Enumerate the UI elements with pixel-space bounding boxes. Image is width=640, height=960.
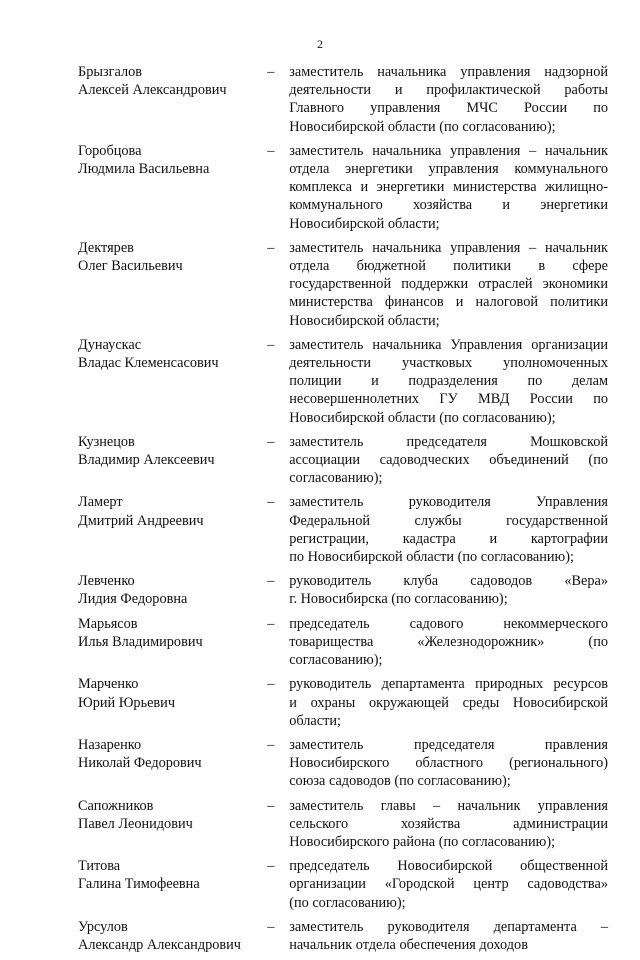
role-line: союза садоводов (по согласованию); (289, 773, 511, 790)
member-entry (78, 493, 608, 566)
member-name (78, 675, 267, 730)
role-line: товарищества «Железнодорожник» (по (289, 633, 608, 650)
member-entry (78, 572, 608, 608)
member-entry (78, 736, 608, 791)
dash-separator: – (267, 142, 275, 159)
member-role (289, 857, 608, 912)
role-line: Новосибирского областного (регионального) (289, 755, 608, 772)
dash-separator: – (267, 494, 275, 511)
role-line: сельского хозяйства администрации (289, 815, 608, 832)
member-name (78, 797, 267, 852)
member-role (289, 797, 608, 852)
role-line: заместитель председателя Мошковской (289, 433, 608, 450)
member-given-names: Александр Александрович (78, 936, 241, 953)
member-given-names: Владас Клеменсасович (78, 355, 219, 372)
role-line: заместитель начальника управления – начальник (289, 142, 608, 159)
member-name (78, 239, 267, 330)
role-line: г. Новосибирска (по согласованию); (289, 591, 508, 608)
role-line: Новосибирского района (по согласованию); (289, 833, 556, 850)
dash-separator: – (267, 736, 275, 753)
role-line: несовершеннолетних ГУ МВД России по (289, 391, 608, 408)
dash-separator: – (267, 336, 275, 353)
member-name (78, 857, 267, 912)
member-entry (78, 142, 608, 233)
member-given-names: Галина Тимофеевна (78, 876, 200, 893)
role-line: Новосибирской области; (289, 312, 440, 329)
member-name (78, 336, 267, 427)
member-role (289, 615, 608, 670)
member-given-names: Дмитрий Андреевич (78, 512, 204, 529)
dash-separator: – (267, 797, 275, 814)
member-entry (78, 797, 608, 852)
role-line: согласованию); (289, 652, 383, 669)
role-line: заместитель начальника управления надзорной (289, 64, 608, 80)
member-entry (78, 918, 608, 954)
dash-separator: – (267, 676, 275, 693)
dash-separator: – (267, 858, 275, 875)
role-line: полиции и подразделения по делам (289, 373, 608, 390)
member-surname: Титова (78, 858, 121, 875)
member-role (289, 493, 608, 566)
member-name (78, 615, 267, 670)
member-entry (78, 675, 608, 730)
member-given-names: Павел Леонидович (78, 815, 193, 832)
member-surname: Брызгалов (78, 64, 142, 80)
role-line: заместитель главы – начальник управления (289, 797, 608, 814)
member-role (289, 572, 608, 608)
role-line: организации «Городской центр садоводства» (289, 876, 608, 893)
role-line: Новосибирской области; (289, 215, 440, 232)
member-entry (78, 857, 608, 912)
member-entry (78, 615, 608, 670)
member-entry (78, 433, 608, 488)
member-name (78, 142, 267, 233)
page-number: 2 (317, 37, 323, 51)
member-name (78, 736, 267, 791)
member-name (78, 918, 267, 954)
role-line: деятельности участковых уполномоченных (289, 355, 608, 372)
dash-separator: – (267, 918, 275, 935)
role-line: заместитель руководителя департамента – (289, 918, 608, 935)
role-line: согласованию); (289, 470, 383, 487)
role-line: Новосибирской области (по согласованию); (289, 118, 556, 135)
role-line: руководитель департамента природных ресурсов (289, 676, 608, 693)
member-surname: Назаренко (78, 736, 142, 753)
role-line: отдела энергетики управления коммунального (289, 161, 608, 178)
role-line: Федеральной службы государственной (289, 512, 608, 529)
dash-separator: – (267, 239, 275, 256)
member-name (78, 63, 267, 136)
member-role (289, 63, 608, 136)
member-given-names: Лидия Федоровна (78, 591, 188, 608)
role-line: заместитель руководителя Управления (289, 494, 608, 511)
member-given-names: Людмила Васильевна (78, 161, 210, 178)
member-role (289, 675, 608, 730)
role-line: министерства финансов и налоговой политики (289, 294, 608, 311)
dash-separator: – (267, 573, 275, 590)
member-entry (78, 336, 608, 427)
member-given-names: Алексей Александрович (78, 82, 227, 99)
role-line: (по согласованию); (289, 894, 406, 911)
member-given-names: Илья Владимирович (78, 633, 203, 650)
role-line: государственной поддержки отраслей экономики (289, 276, 608, 293)
member-surname: Марьясов (78, 615, 138, 632)
member-role (289, 239, 608, 330)
member-given-names: Олег Васильевич (78, 258, 183, 275)
member-role (289, 433, 608, 488)
member-list (78, 63, 608, 960)
dash-separator: – (267, 615, 275, 632)
role-line: деятельности и профилактической работы (289, 82, 608, 99)
role-line: комплекса и энергетики министерства жилищно- (289, 179, 608, 196)
role-line: ассоциации садоводческих объединений (по (289, 452, 608, 469)
member-name (78, 572, 267, 608)
member-given-names: Владимир Алексеевич (78, 452, 215, 469)
role-line: отдела бюджетной политики в сфере (289, 258, 608, 275)
member-surname: Сапожников (78, 797, 154, 814)
member-role (289, 918, 608, 954)
role-line: Новосибирской области (по согласованию); (289, 409, 556, 426)
member-surname: Марченко (78, 676, 139, 693)
role-line: председатель Новосибирской общественной (289, 858, 608, 875)
role-line: заместитель начальника управления – начальник (289, 239, 608, 256)
member-entry (78, 239, 608, 330)
member-role (289, 336, 608, 427)
member-given-names: Юрий Юрьевич (78, 694, 176, 711)
role-line: председатель садового некоммерческого (289, 615, 608, 632)
dash-separator: – (267, 64, 275, 80)
member-surname: Левченко (78, 573, 135, 590)
member-surname: Горобцова (78, 142, 142, 159)
member-given-names: Николай Федорович (78, 755, 202, 772)
role-line: коммунального хозяйства и энергетики (289, 197, 608, 214)
member-name (78, 493, 267, 566)
role-line: заместитель председателя правления (289, 736, 608, 753)
role-line: начальник отдела обеспечения доходов (289, 936, 528, 953)
member-role (289, 142, 608, 233)
role-line: по Новосибирской области (по согласованию); (289, 549, 574, 566)
role-line: и охраны окружающей среды Новосибирской (289, 694, 608, 711)
role-line: руководитель клуба садоводов «Вера» (289, 573, 608, 590)
member-surname: Дектярев (78, 239, 134, 256)
role-line: области; (289, 712, 341, 729)
member-entry (78, 63, 608, 136)
role-line: заместитель начальника Управления организации (289, 336, 608, 353)
member-surname: Кузнецов (78, 433, 135, 450)
role-line: Главного управления МЧС России по (289, 100, 608, 117)
role-line: регистрации, кадастра и картографии (289, 530, 608, 547)
member-role (289, 736, 608, 791)
member-surname: Дунаускас (78, 336, 142, 353)
member-name (78, 433, 267, 488)
member-surname: Ламерт (78, 494, 123, 511)
member-surname: Урсулов (78, 918, 128, 935)
dash-separator: – (267, 433, 275, 450)
